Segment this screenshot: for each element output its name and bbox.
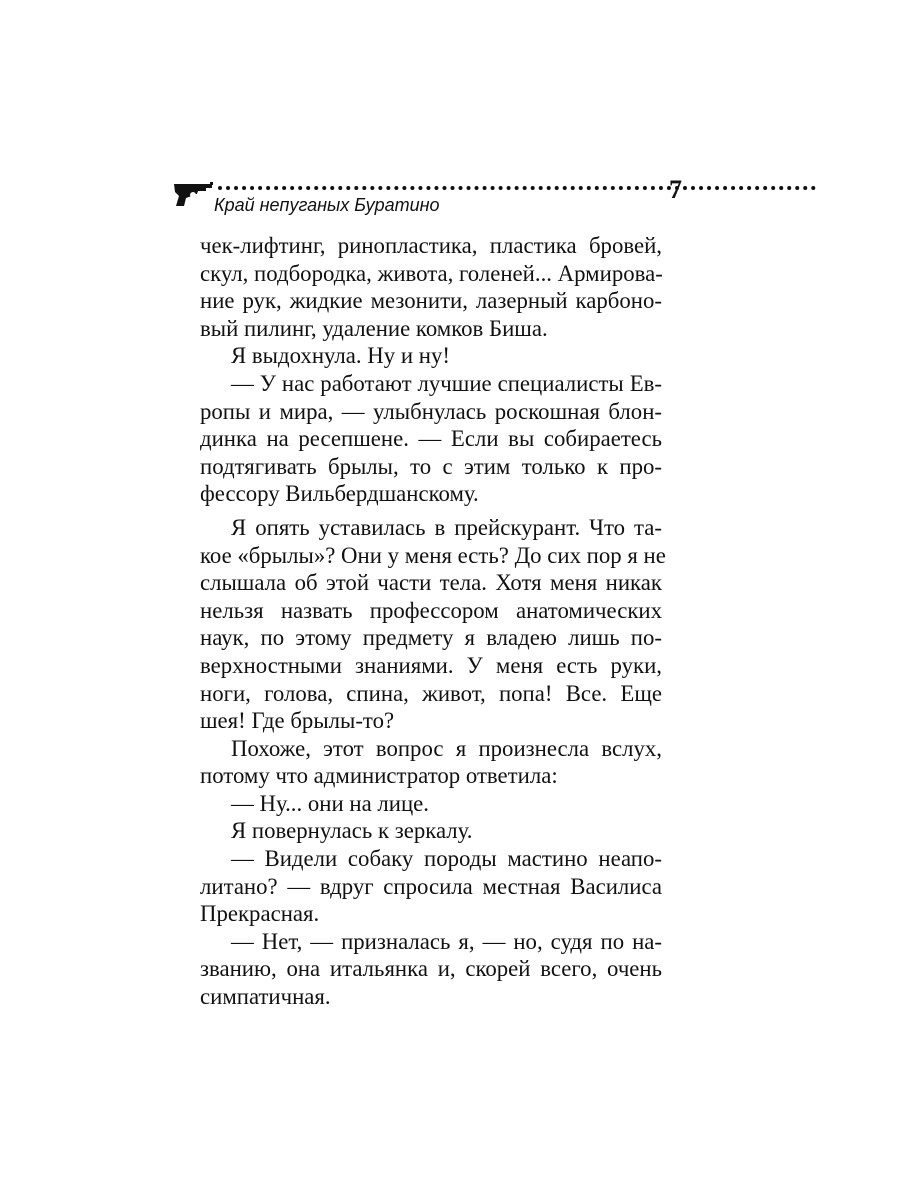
text-line: — Нет, — призналась я, — но, судя по на- — [231, 928, 662, 954]
text-line: званию, она итальянка и, скорей всего, очень — [200, 956, 662, 982]
text-line: Я опять уставилась в прейскурант. Что та- — [231, 514, 662, 540]
text-line: ноги, голова, спина, живот, попа! Все. Еще — [200, 680, 662, 706]
body-text — [200, 232, 666, 1011]
text-line: фессору Вильбердшанскому. — [200, 481, 479, 507]
text-line: Прекрасная. — [200, 901, 320, 927]
text-line: симпатичная. — [200, 984, 331, 1010]
text-line: динка на ресепшене. — Если вы собираетесь — [200, 426, 662, 452]
text-line: Я выдохнула. Ну и ну! — [231, 343, 450, 369]
text-line: вый пилинг, удаление комков Биша. — [200, 315, 548, 341]
page-number: 7 — [669, 175, 682, 204]
text-line: литано? — вдруг спросила местная Василиса — [200, 873, 662, 899]
text-line: верхностными знаниями. У меня есть руки, — [200, 652, 662, 678]
text-line: ние рук, жидкие мезонити, лазерный карбоно- — [200, 288, 662, 314]
book-title: Край непуганых Буратино — [214, 195, 440, 215]
text-line: — Видели собаку породы мастино неапо- — [231, 846, 662, 872]
text-line: потому что администратор ответила: — [200, 763, 558, 789]
header-dotted-rule — [218, 186, 816, 190]
text-line: — У нас работают лучшие специалисты Ев- — [231, 370, 662, 396]
text-line: чек-лифтинг, ринопластика, пластика бровей, — [200, 233, 662, 258]
text-line: Я повернулась к зеркалу. — [231, 818, 473, 844]
text-line: слышала об этой части тела. Хотя меня никак — [200, 570, 662, 596]
text-line: кое «брылы»? Они у меня есть? До сих пор я не — [200, 542, 666, 568]
text-line: Похоже, этот вопрос я произнесла вслух, — [231, 735, 662, 761]
text-line: подтягивать брылы, то с этим только к про- — [200, 453, 662, 479]
text-line: наук, по этому предмету я владею лишь по- — [200, 625, 662, 651]
text-line: нельзя назвать профессором анатомических — [200, 597, 662, 623]
text-line: — Ну... они на лице. — [231, 790, 429, 816]
running-header — [172, 175, 682, 220]
text-line: скул, подбородка, живота, голеней... Армирова- — [200, 260, 663, 286]
text-line: шея! Где брылы-то? — [200, 708, 395, 734]
revolver-icon — [172, 180, 216, 208]
text-line: ропы и мира, — улыбнулась роскошная блон- — [200, 398, 662, 424]
